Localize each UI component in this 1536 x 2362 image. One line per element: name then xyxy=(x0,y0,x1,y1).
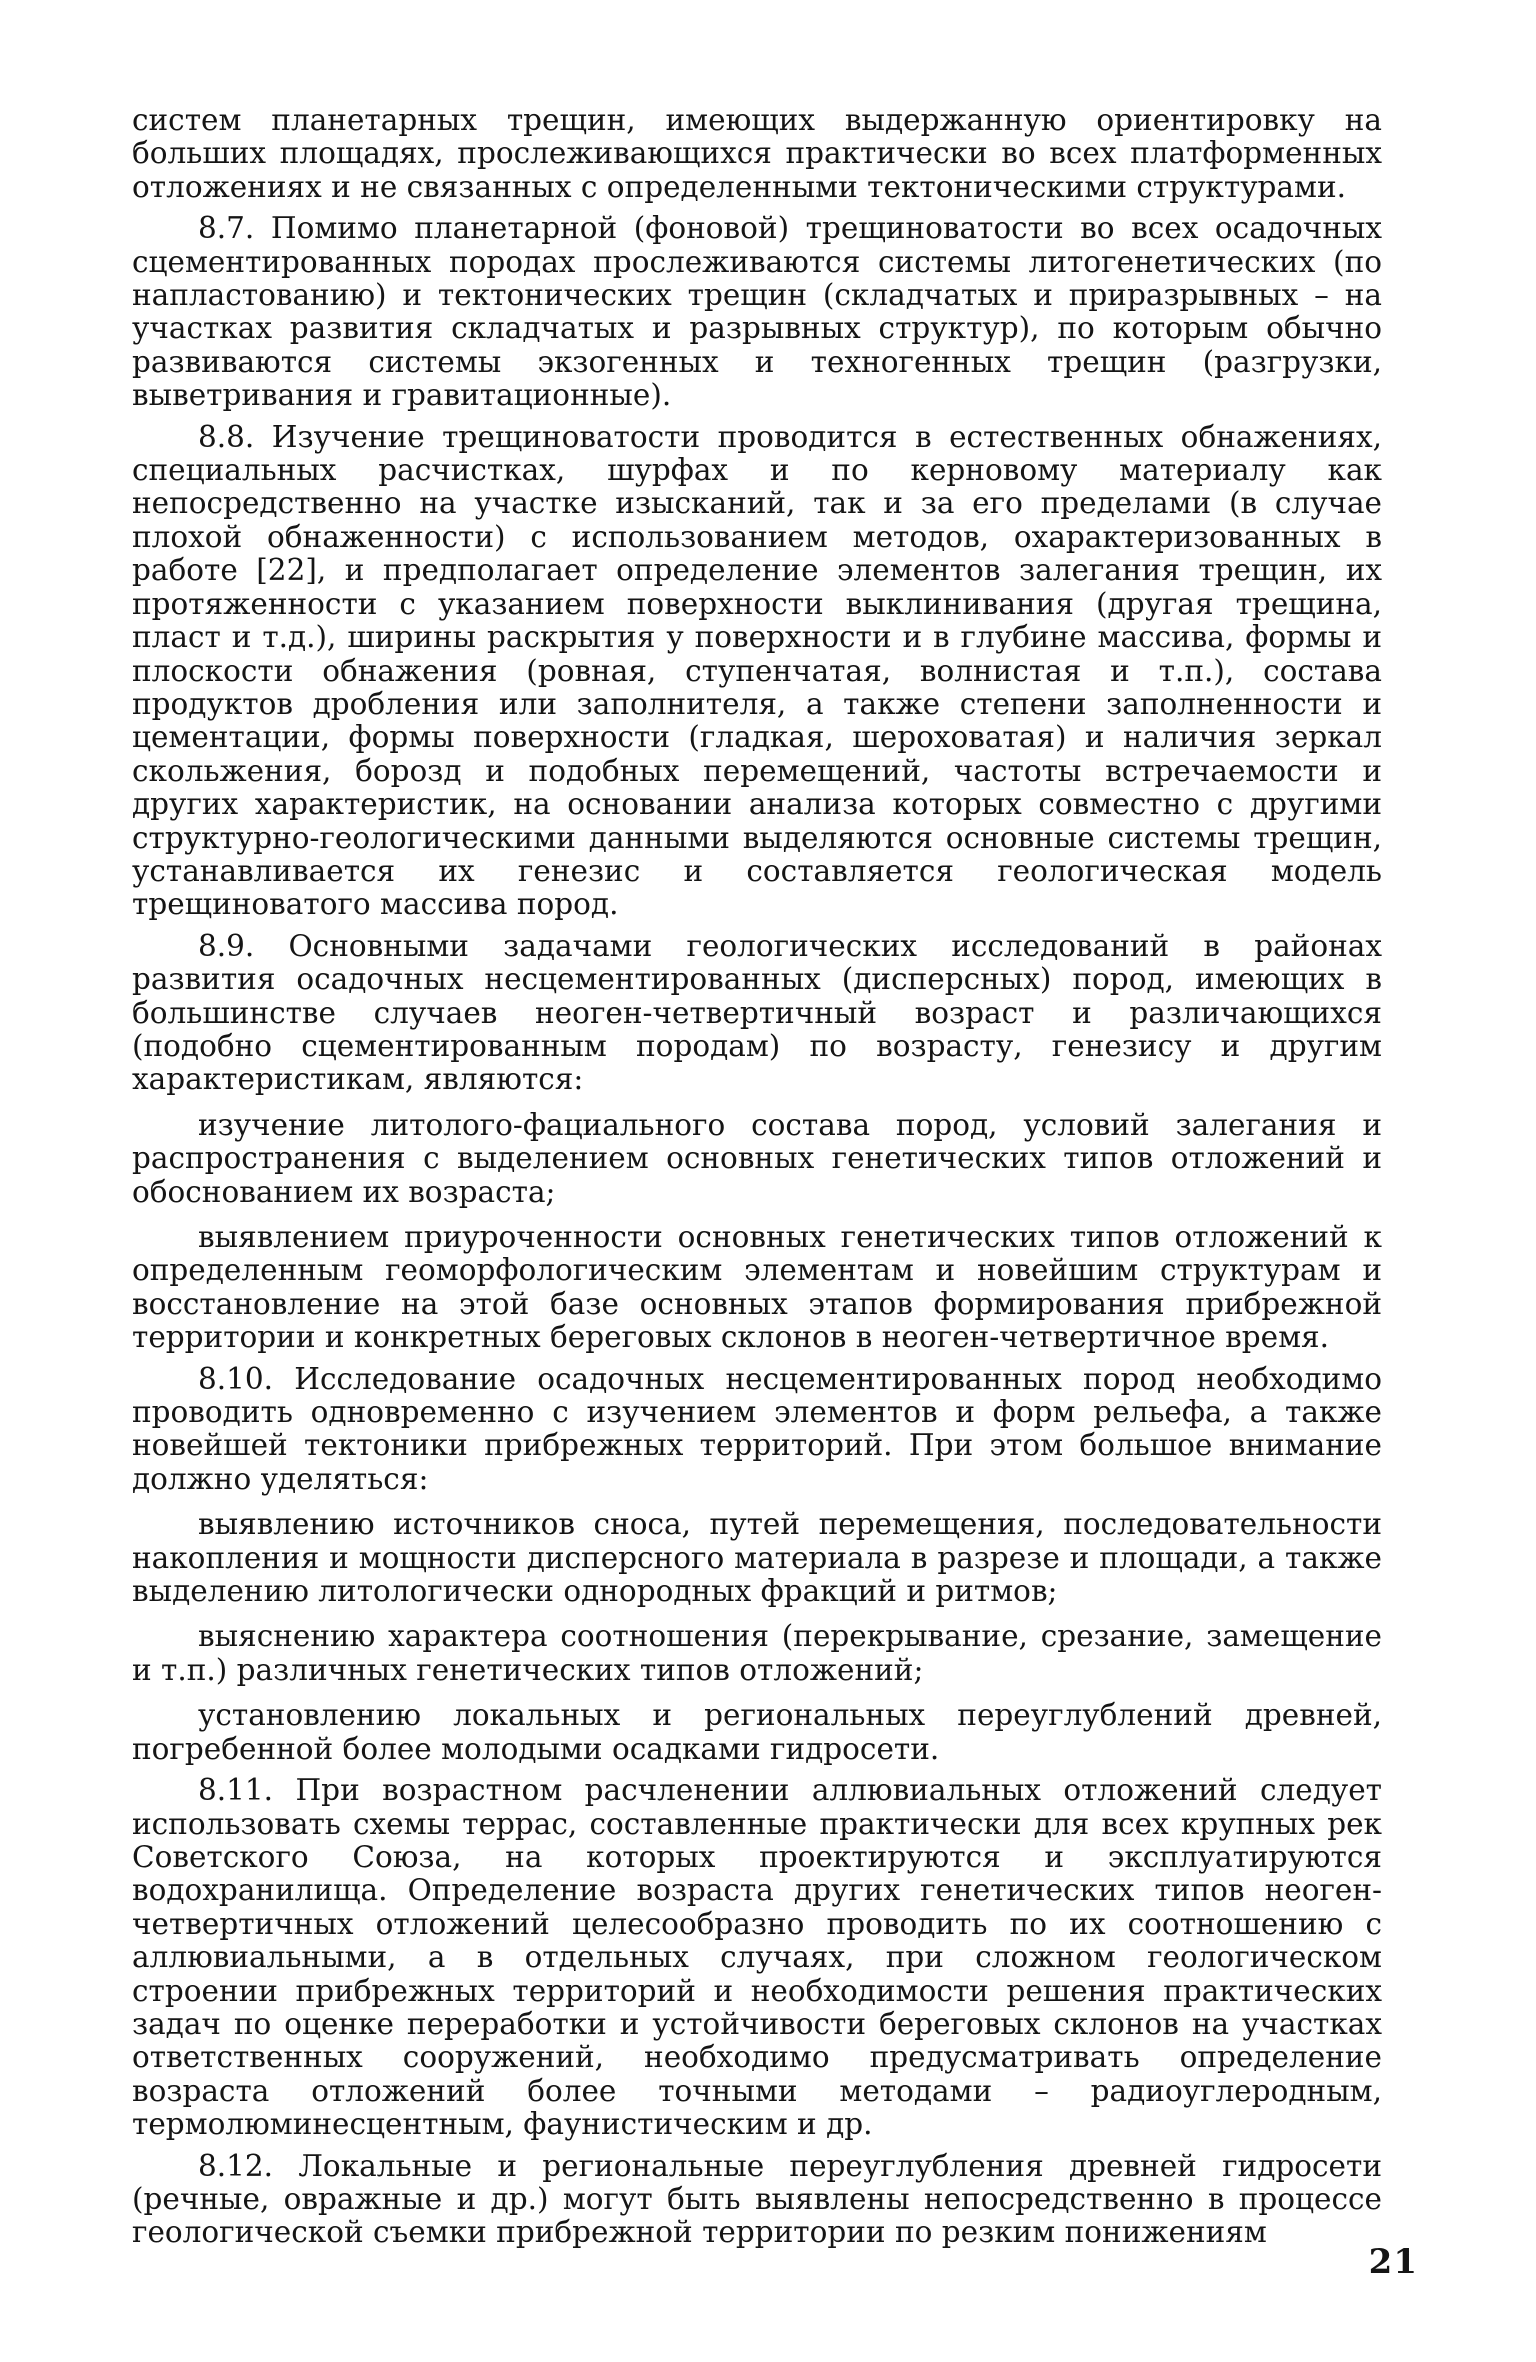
paragraph-8-7: 8.7. Помимо планетарной (фоновой) трещиноватости во всех осадочных сцементированных породах прослеживаются системы литогенетических (по напластованию) и тектонических трещин (складчатых и приразрывных – на участках развития складчатых и разрывных структур), по которым обычно развиваются системы экзогенных и техногенных трещин (разгрузки, выветривания и гравитационные). xyxy=(132,211,1382,413)
paragraph-8-11: 8.11. При возрастном расчленении аллювиальных отложений следует использовать схемы террас, составленные практически для всех крупных рек Советского Союза, на которых проектируются и эксплуатируются водохранилища. Определение возраста других генетических типов неоген-четвертичных отложений целесообразно проводить по их соотношению с аллювиальными, а в отдельных случаях, при сложном геологическом строении прибрежных территорий и необходимости решения практических задач по оценке переработки и устойчивости береговых склонов на участках ответственных сооружений, необходимо предусматривать определение возраста отложений более точными методами – радиоуглеродным, термолюминесцентным, фаунистическим и др. xyxy=(132,1773,1382,2142)
paragraph-8-10: 8.10. Исследование осадочных несцементированных пород необходимо проводить одновременно с изучением элементов и форм рельефа, а также новейшей тектоники прибрежных территорий. При этом большое внимание должно уделяться: xyxy=(132,1361,1382,1496)
list-item-genetic-types: выявлением приуроченности основных генетических типов отложений к определенным геоморфологическим элементам и новейшим структурам и восстановление на этой базе основных этапов формирования прибрежной территории и конкретных береговых склонов в неоген-четвертичное время. xyxy=(132,1220,1382,1355)
paragraph-8-8: 8.8. Изучение трещиноватости проводится в естественных обнажениях, специальных расчистках, шурфах и по керновому материалу как непосредственно на участке изысканий, так и за его пределами (в случае плохой обнаженности) с использованием методов, охарактеризованных в работе [22], и предполагает определение элементов залегания трещин, их протяженности с указанием поверхности выклинивания (другая трещина, пласт и т.д.), ширины раскрытия у поверхности и в глубине массива, формы и плоскости обнажения (ровная, ступенчатая, волнистая и т.п.), состава продуктов дробления или заполнителя, а также степени заполненности и цементации, формы поверхности (гладкая, шероховатая) и наличия зеркал скольжения, борозд и подобных перемещений, частоты встречаемости и других характеристик, на основании анализа которых совместно с другими структурно-геологическими данными выделяются основные системы трещин, устанавливается их генезис и составляется геологическая модель трещиноватого массива пород. xyxy=(132,419,1382,922)
paragraph-continuation: систем планетарных трещин, имеющих выдержанную ориентировку на больших площадях, прослеживающихся практически во всех платформенных отложениях и не связанных с определенными тектоническими структурами. xyxy=(132,103,1382,204)
list-item-sources: выявлению источников сноса, путей перемещения, последовательности накопления и мощности дисперсного материала в разрезе и площади, а также выделению литологически однородных фракций и ритмов; xyxy=(132,1507,1382,1609)
list-item-lithofacies: изучение литолого-фациального состава пород, условий залегания и распространения с выделением основных генетических типов отложений и обоснованием их возраста; xyxy=(132,1107,1382,1209)
list-item-relations: выяснению характера соотношения (перекрывание, срезание, замещение и т.п.) различных генетических типов отложений; xyxy=(132,1619,1382,1687)
document-page xyxy=(132,104,1382,2326)
list-item-deepenings: установлению локальных и региональных переуглублений древней, погребенной более молодыми осадками гидросети. xyxy=(132,1698,1382,1766)
paragraph-8-12: 8.12. Локальные и региональные переуглубления древней гидросети (речные, овражные и др.) могут быть выявлены непосредственно в процессе геологической съемки прибрежной территории по резким понижениям xyxy=(132,2148,1382,2250)
page-number: 21 xyxy=(1368,2242,1418,2282)
paragraph-8-9: 8.9. Основными задачами геологических исследований в районах развития осадочных несцементированных (дисперсных) пород, имеющих в большинстве случаев неоген-четвертичный возраст и различающихся (подобно сцементированным породам) по возрасту, генезису и другим характеристикам, являются: xyxy=(132,928,1382,1097)
